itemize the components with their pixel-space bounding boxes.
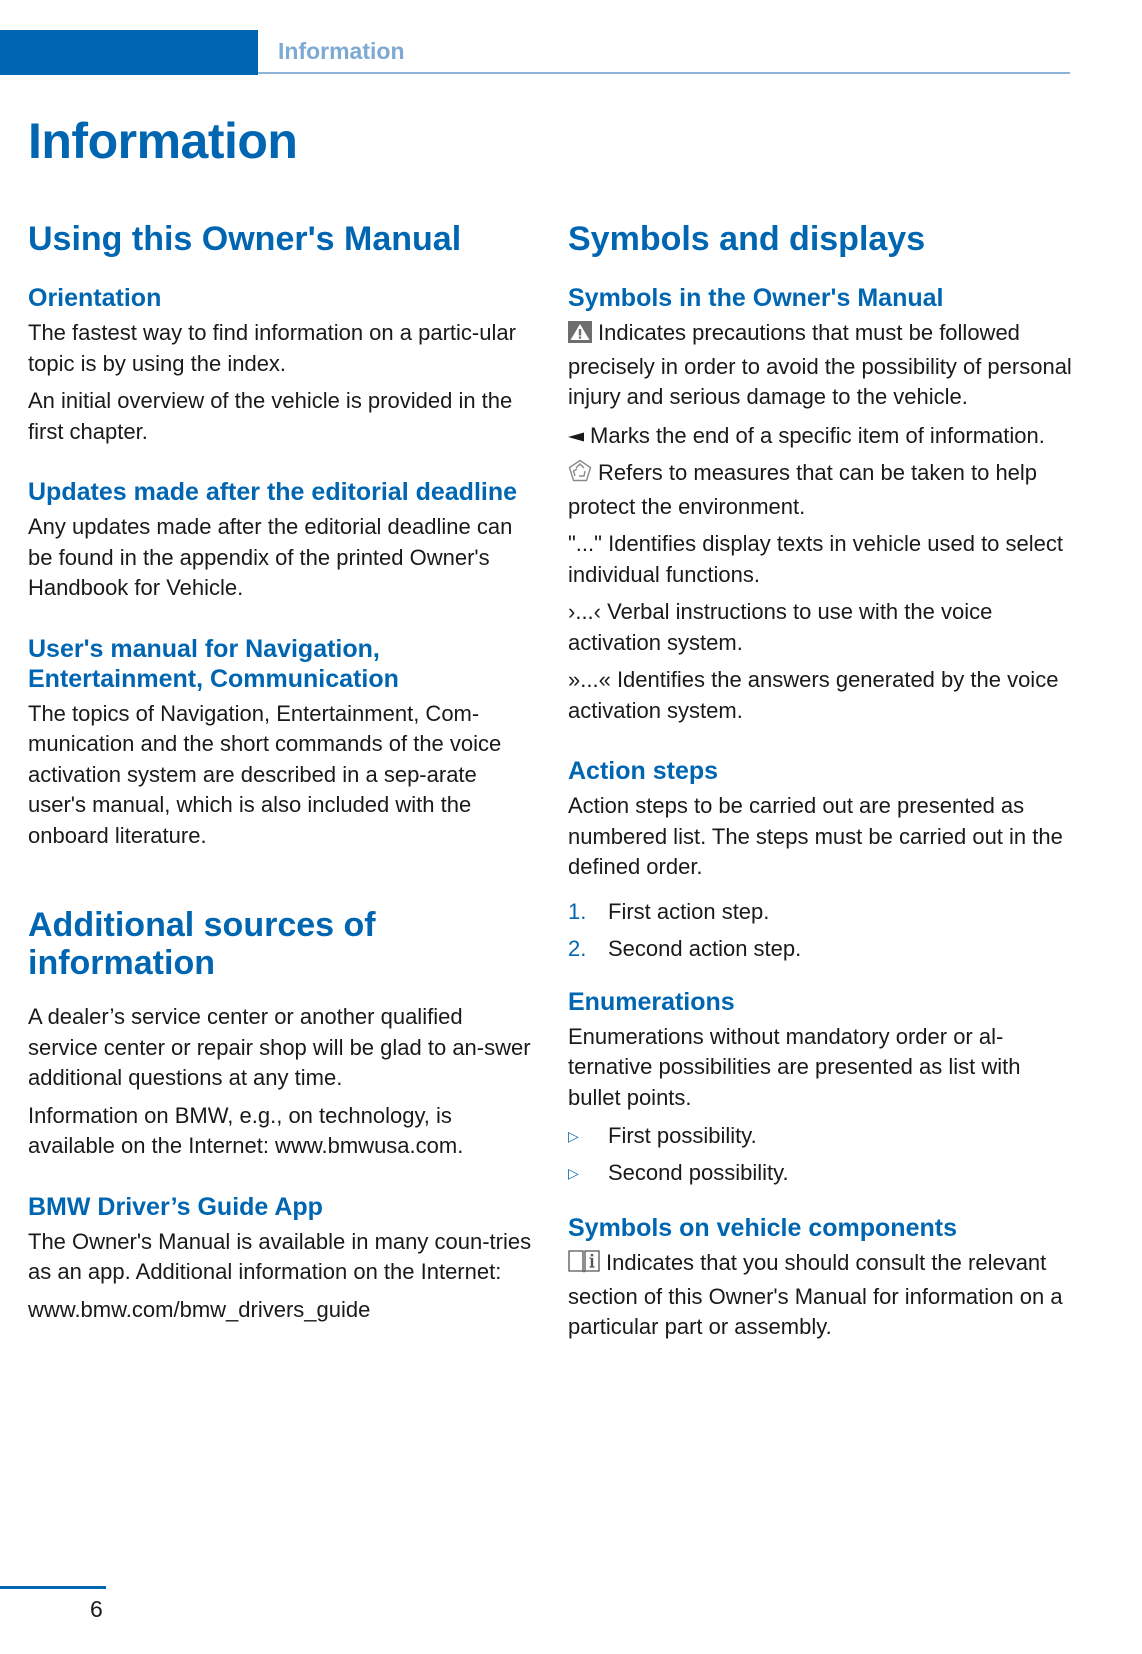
manual-book-icon [568,1249,600,1282]
symbol-entry-warning [568,318,1078,413]
header-color-block [0,30,258,75]
list-item-text: Second possibility. [608,1160,789,1185]
list-number: 1. [568,898,587,924]
subsection-title-navigation-manual: User's manual for Navigation, Entertainment, Communication [28,634,399,693]
list-number: 2. [568,935,587,961]
footer-rule [0,1586,106,1589]
symbol-entry-environment [568,458,1078,522]
list-item-text: First possibility. [608,1123,757,1148]
end-mark-icon [568,420,584,451]
voice-answer-symbol: »...« [568,667,611,692]
additional-sources-paragraph: Information on BMW, e.g., on technology, is available on the Internet: www.bmwusa.com. [28,1102,464,1158]
symbol-entry-voice-answers [568,665,1078,726]
drivers-guide-paragraph: The Owner's Manual is available in many coun-tries as an app. Additional information on the Internet: [28,1228,532,1284]
numbered-list [568,897,1078,964]
list-item-text: First action step. [608,898,770,924]
warning-icon [568,321,592,352]
subsection-title-symbols-manual: Symbols in the Owner's Manual [568,284,944,312]
drivers-guide-url: www.bmw.com/bmw_drivers_guide [28,1296,371,1322]
symbol-description: Identifies the answers generated by the voice activation system. [568,667,1059,723]
symbol-description: Marks the end of a specific item of information. [590,422,1045,448]
subsection-title-updates: Updates made after the editorial deadline [28,478,518,506]
display-text-quotes-symbol: "..." [568,531,602,556]
bullet-list [568,1121,1078,1188]
page-number: 6 [90,1596,103,1622]
symbol-entry-end-mark [568,420,1078,452]
symbol-description: Indicates that you should consult the relevant section of this Owner's Manual for information on a particular part or assembly. [568,1250,1063,1339]
right-column [568,220,1078,1343]
section-title-using-manual: Using this Owner's Manual [28,220,462,258]
additional-sources-paragraph: A dealer’s service center or another qualified service center or repair shop will be glad to an-swer additional questions at any time. [28,1004,531,1090]
symbol-description: Indicates precautions that must be followed precisely in order to avoid the possibility of personal injury and serious damage to the vehicle. [568,320,1072,409]
header-rule [258,72,1070,74]
subsection-title-action-steps: Action steps [568,757,719,785]
symbol-description: Verbal instructions to use with the voice activation system. [568,599,993,655]
page-title: Information [28,113,298,169]
subsection-title-drivers-guide-app: BMW Driver’s Guide App [28,1192,323,1221]
section-title-additional-sources: Additional sources of information [28,906,376,982]
subsection-title-vehicle-symbols: Symbols on vehicle components [568,1214,957,1242]
orientation-paragraph: An initial overview of the vehicle is provided in the first chapter. [28,388,513,444]
list-item [568,934,1078,964]
action-steps-paragraph: Action steps to be carried out are presented as numbered list. The steps must be carried out in the defined order. [568,793,1063,879]
bullet-triangle-icon: ▷ [568,1165,579,1181]
running-head: Information [278,38,405,64]
recycle-icon [568,459,592,492]
list-item [568,1121,1078,1151]
symbol-description: Refers to measures that can be taken to help protect the environment. [568,460,1038,519]
list-item [568,1158,1078,1188]
list-item [568,897,1078,927]
section-title-symbols-displays: Symbols and displays [568,220,926,258]
navigation-manual-paragraph: The topics of Navigation, Entertainment, Com-munication and the short commands of the voice activation system are described in a sep-arate user's manual, which is also included with the onboard literature. [28,700,502,848]
subsection-title-orientation: Orientation [28,284,162,312]
left-column [28,220,533,1325]
subsection-title-enumerations: Enumerations [568,987,735,1016]
verbal-instruction-symbol: ›...‹ [568,599,601,624]
symbol-entry-display-text [568,529,1078,590]
symbol-entry-verbal-instructions [568,597,1078,658]
bullet-triangle-icon: ▷ [568,1128,579,1144]
list-item-text: Second action step. [608,935,802,961]
enumerations-paragraph: Enumerations without mandatory order or al-ternative possibilities are presented as list with bullet points. [568,1023,1021,1110]
orientation-paragraph: The fastest way to find information on a partic-ular topic is by using the index. [28,320,516,376]
symbol-entry-consult-manual [568,1248,1078,1343]
symbol-description: Identifies display texts in vehicle used to select individual functions. [568,531,1064,587]
updates-paragraph: Any updates made after the editorial deadline can be found in the appendix of the printed Owner's Handbook for Vehicle. [28,514,513,600]
